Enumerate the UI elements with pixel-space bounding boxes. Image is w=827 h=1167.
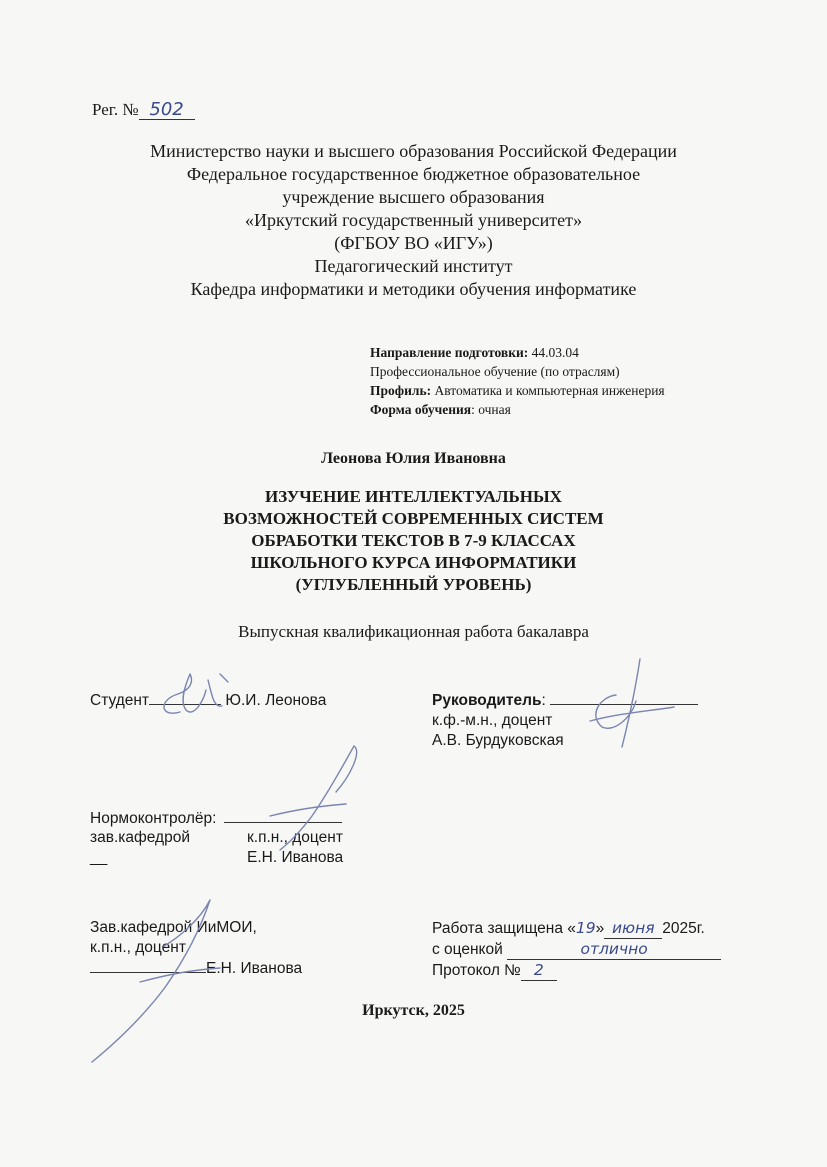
registration-value: 502 [139,101,195,120]
organization-header [0,140,827,301]
defense-day: 19 [575,919,596,937]
defense-year: 2025г. [662,920,705,937]
title-line: ШКОЛЬНОГО КУРСА ИНФОРМАТИКИ [250,553,577,572]
defense-label: Работа защищена « [432,920,576,937]
registration-label: Рег. № [92,100,139,119]
org-line: Министерство науки и высшего образования Российской Федерации [150,141,677,161]
registration-number [92,100,195,120]
author-name: Леонова Юлия Ивановна [321,450,506,467]
normcontrol-position: зав.кафедрой [90,829,190,846]
defense-month: июня [604,918,662,939]
form-value: : очная [471,402,511,417]
student-block [90,690,326,711]
supervisor-signature-line [550,690,698,705]
supervisor-block: Руководитель: к.ф.-м.н., доцент А.В. Бурдуковская [432,690,698,751]
org-line: (ФГБОУ ВО «ИГУ») [334,233,493,253]
direction-label: Направление подготовки: [370,345,529,360]
head-signature-line [90,958,206,973]
org-line: Федеральное государственное бюджетное образовательное [186,164,641,184]
supervisor-name: А.В. Бурдуковская [432,732,564,749]
student-signature-line [149,690,221,705]
normcontrol-degree: к.п.н., доцент [247,829,343,846]
title-line: ИЗУЧЕНИЕ ИНТЕЛЛЕКТУАЛЬНЫХ [265,487,562,506]
protocol-number: 2 [521,960,557,981]
program-info [370,343,665,419]
head-block [90,918,302,979]
protocol-label: Протокол № [432,962,521,979]
title-line: ВОЗМОЖНОСТЕЙ СОВРЕМЕННЫХ СИСТЕМ [223,509,604,528]
org-line: Педагогический институт [314,256,513,276]
form-label: Форма обучения [370,402,472,417]
normcontrol-name: Е.Н. Иванова [247,849,344,866]
grade-label: с оценкой [432,941,503,958]
work-type: Выпускная квалификационная работа бакалавра [238,622,589,641]
org-line: «Иркутский государственный университет» [245,210,582,230]
thesis-title [0,486,827,596]
head-signature-icon [80,890,230,1070]
title-line: ОБРАБОТКИ ТЕКСТОВ В 7-9 КЛАССАХ [251,531,576,550]
direction-value: 44.03.04 [531,345,579,360]
student-name: Ю.И. Леонова [225,692,327,709]
city-year: Иркутск, 2025 [362,1002,465,1019]
normcontrol-dash: __ [90,849,108,866]
title-line: (УГЛУБЛЕННЫЙ УРОВЕНЬ) [295,575,532,594]
head-name: Е.Н. Иванова [206,960,303,977]
profile-label: Профиль: [370,383,432,398]
org-line: Кафедра информатики и методики обучения информатике [190,279,637,299]
profile-value: Автоматика и компьютерная инженерия [434,383,665,398]
defense-block: Работа защищена «19» июня 2025г. с оценкой отлично Протокол № 2 [432,918,721,981]
direction-name: Профессиональное обучение (по отраслям) [370,364,620,379]
normcontrol-label: Нормоконтролёр: [90,808,342,829]
normcontrol-signature-line [224,808,342,823]
head-degree: к.п.н., доцент [90,939,186,956]
supervisor-degree: к.ф.-м.н., доцент [432,712,553,729]
student-label: Студент [90,692,150,709]
head-label: Зав.кафедрой ИиМОИ, [90,919,257,936]
supervisor-label: Руководитель [432,692,542,709]
org-line: учреждение высшего образования [282,187,545,207]
grade-value: отлично [507,939,721,960]
